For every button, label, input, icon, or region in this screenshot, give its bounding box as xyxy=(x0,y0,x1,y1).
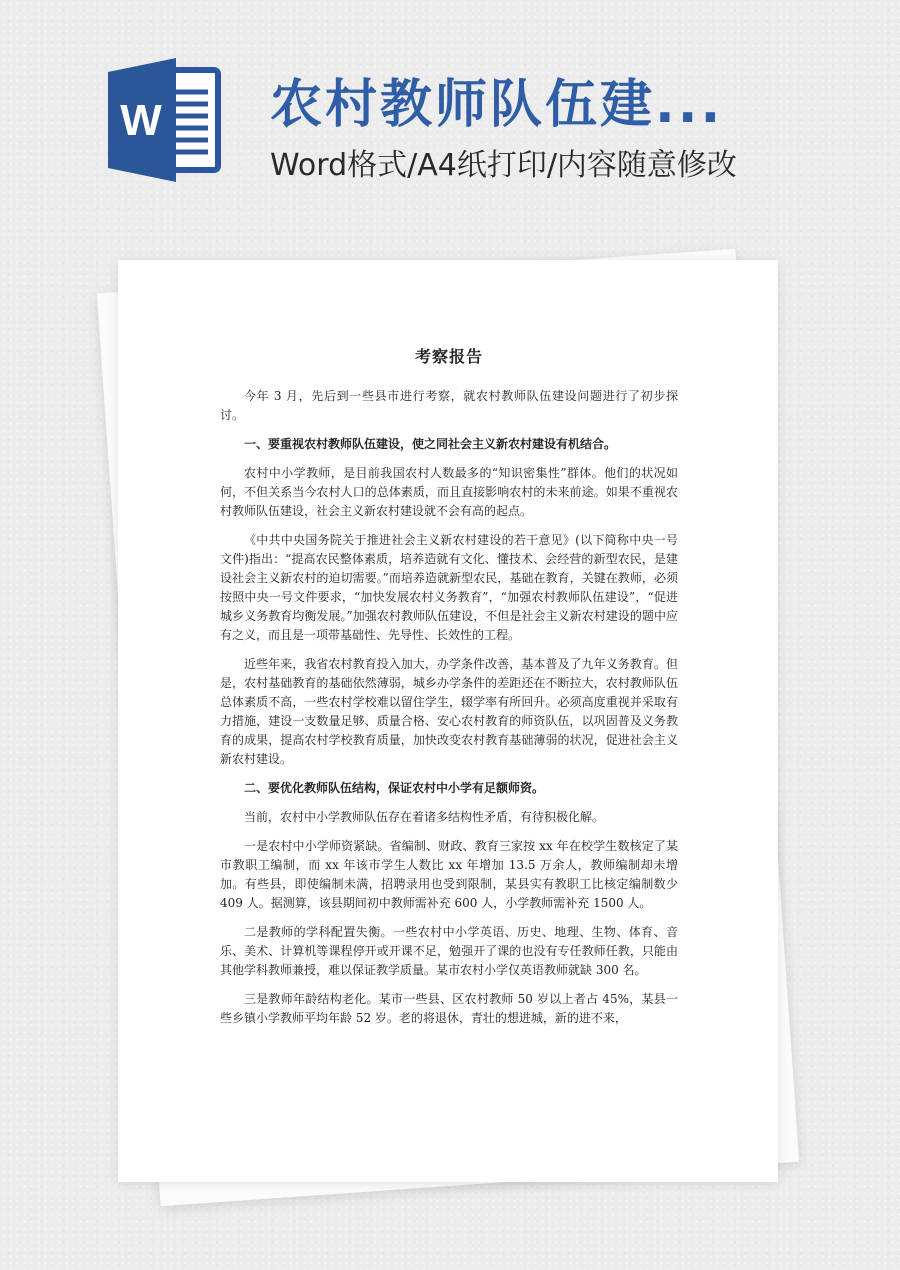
banner-subtitle: Word格式/A4纸打印/内容随意修改 xyxy=(270,148,737,183)
body-paragraph: 三是教师年龄结构老化。某市一些县、区农村教师 50 岁以上者占 45%，某县一些乡镇小学教师平均年龄 52 岁。老的将退休，青壮的想进城，新的进不来， xyxy=(220,992,678,1025)
section-heading: 二、要优化教师队伍结构，保证农村中小学有足额师资。 xyxy=(244,781,545,795)
body-paragraph: 农村中小学教师，是目前我国农村人数最多的“知识密集性”群体。他们的状况如何，不但关系当今农村人口的总体素质，而且直接影响农村的未来前途。如果不重视农村教师队伍建设，社会主义新农村建设就不会有高的起点。 xyxy=(220,466,678,518)
document-title: 考察报告 xyxy=(414,347,483,366)
body-paragraph: 一是农村中小学师资紧缺。省编制、财政、教育三家按 xx 年在校学生数核定了某市教职工编制，而 xx 年该市学生人数比 xx 年增加 13.5 万余人，教师编制却未增加。有些县，即使编制未满，招聘录用也受到限制，某县实有教职工比核定编制数少 409 人。据测算，该县期间初中教师需补充 600 人，小学教师需补充 1500 人。 xyxy=(220,839,678,910)
body-paragraph: 近些年来，我省农村教育投入加大，办学条件改善，基本普及了九年义务教育。但是，农村基础教育的基础依然薄弱，城乡办学条件的差距还在不断拉大，农村教师队伍总体素质不高，一些农村学校难以留住学生，辍学率有所回升。必须高度重视并采取有力措施，建设一支数量足够、质量合格、安心农村教育的师资队伍，以巩固普及义务教育的成果，提高农村学校教育质量，加快改变农村教育基础薄弱的状况，促进社会主义新农村建设。 xyxy=(220,657,678,766)
body-paragraph: 《中共中央国务院关于推进社会主义新农村建设的若干意见》(以下简称中央一号文件)指出：“提高农民整体素质，培养造就有文化、懂技术、会经营的新型农民，是建设社会主义新农村的迫切需要。”而培养造就新型农民，基础在教育，关键在教师，必须按照中央一号文件要求，“加快发展农村义务教育”，“加强农村教师队伍建设”，“促进城乡义务教育均衡发展。”加强农村教师队伍建设，不但是社会主义新农村建设的题中应有之义，而且是一项带基础性、先导性、长效性的工程。 xyxy=(220,533,678,642)
document-body xyxy=(220,344,678,1038)
banner-title: 农村教师队伍建... xyxy=(270,75,724,135)
body-paragraph: 今年 3 月，先后到一些县市进行考察，就农村教师队伍建设问题进行了初步探讨。 xyxy=(220,389,678,422)
word-doc-icon xyxy=(108,58,232,182)
paragraph-list xyxy=(220,387,678,1028)
body-paragraph: 二是教师的学科配置失衡。一些农村中小学英语、历史、地理、生物、体育、音乐、美术、计算机等课程停开或开课不足，勉强开了课的也没有专任教师任教，只能由其他学科教师兼授，难以保证教学质量。某市农村小学仅英语教师就缺 300 名。 xyxy=(220,925,678,977)
word-icon-letter: W xyxy=(120,96,162,145)
section-heading: 一、要重视农村教师队伍建设，使之同社会主义新农村建设有机结合。 xyxy=(244,437,617,451)
document-page xyxy=(118,260,778,1182)
banner xyxy=(0,0,900,200)
body-paragraph: 当前，农村中小学教师队伍存在着诸多结构性矛盾，有待积极化解。 xyxy=(244,810,605,824)
